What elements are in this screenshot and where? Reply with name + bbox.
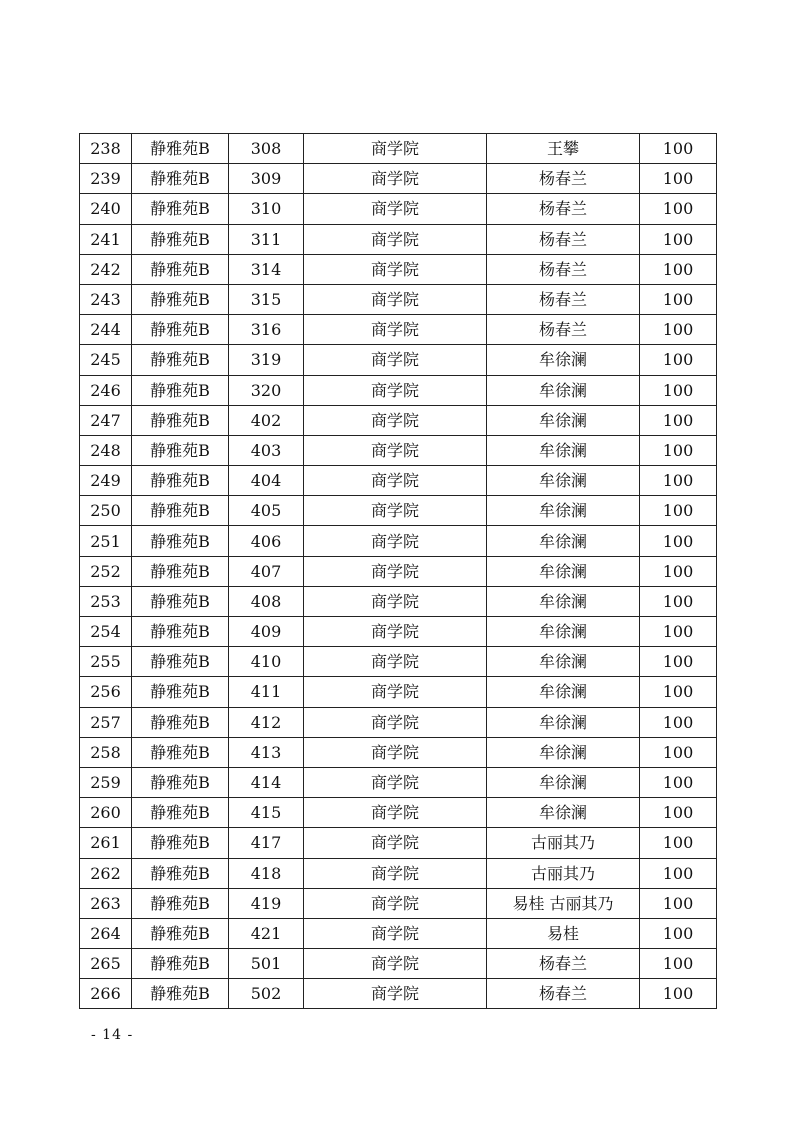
row-index-cell: 252 (80, 556, 132, 586)
table-row (80, 798, 717, 828)
room-number-cell: 413 (229, 737, 304, 767)
score-cell: 100 (640, 315, 717, 345)
score-cell: 100 (640, 224, 717, 254)
score-cell: 100 (640, 707, 717, 737)
building-cell: 静雅苑B (132, 949, 229, 979)
college-cell: 商学院 (304, 798, 487, 828)
building-cell: 静雅苑B (132, 315, 229, 345)
room-number-cell: 316 (229, 315, 304, 345)
room-number-cell: 404 (229, 466, 304, 496)
instructor-cell: 易桂 (487, 918, 640, 948)
score-cell: 100 (640, 888, 717, 918)
building-cell: 静雅苑B (132, 405, 229, 435)
table-row (80, 466, 717, 496)
college-cell: 商学院 (304, 858, 487, 888)
table-row (80, 224, 717, 254)
table-row (80, 647, 717, 677)
college-cell: 商学院 (304, 918, 487, 948)
college-cell: 商学院 (304, 194, 487, 224)
college-cell: 商学院 (304, 284, 487, 314)
table-row (80, 918, 717, 948)
building-cell: 静雅苑B (132, 466, 229, 496)
room-number-cell: 406 (229, 526, 304, 556)
room-number-cell: 411 (229, 677, 304, 707)
score-cell: 100 (640, 767, 717, 797)
college-cell: 商学院 (304, 254, 487, 284)
instructor-cell: 杨春兰 (487, 164, 640, 194)
row-index-cell: 265 (80, 949, 132, 979)
row-index-cell: 251 (80, 526, 132, 556)
instructor-cell: 牟徐澜 (487, 526, 640, 556)
building-cell: 静雅苑B (132, 134, 229, 164)
table-row (80, 164, 717, 194)
table-row (80, 375, 717, 405)
score-cell: 100 (640, 134, 717, 164)
row-index-cell: 248 (80, 435, 132, 465)
table-row (80, 345, 717, 375)
building-cell: 静雅苑B (132, 496, 229, 526)
instructor-cell: 杨春兰 (487, 949, 640, 979)
college-cell: 商学院 (304, 315, 487, 345)
room-number-cell: 414 (229, 767, 304, 797)
row-index-cell: 242 (80, 254, 132, 284)
building-cell: 静雅苑B (132, 224, 229, 254)
room-number-cell: 320 (229, 375, 304, 405)
college-cell: 商学院 (304, 134, 487, 164)
table-row (80, 677, 717, 707)
table-row (80, 888, 717, 918)
instructor-cell: 杨春兰 (487, 254, 640, 284)
table-row (80, 949, 717, 979)
table-row (80, 707, 717, 737)
row-index-cell: 262 (80, 858, 132, 888)
building-cell: 静雅苑B (132, 888, 229, 918)
room-number-cell: 419 (229, 888, 304, 918)
score-cell: 100 (640, 798, 717, 828)
room-number-cell: 405 (229, 496, 304, 526)
dormitory-table (79, 133, 717, 1009)
table-row (80, 194, 717, 224)
score-cell: 100 (640, 496, 717, 526)
building-cell: 静雅苑B (132, 677, 229, 707)
table-row (80, 435, 717, 465)
score-cell: 100 (640, 405, 717, 435)
building-cell: 静雅苑B (132, 979, 229, 1009)
instructor-cell: 牟徐澜 (487, 767, 640, 797)
table-row (80, 496, 717, 526)
score-cell: 100 (640, 164, 717, 194)
row-index-cell: 266 (80, 979, 132, 1009)
building-cell: 静雅苑B (132, 707, 229, 737)
table-body (80, 134, 717, 1009)
instructor-cell: 牟徐澜 (487, 707, 640, 737)
instructor-cell: 牟徐澜 (487, 647, 640, 677)
instructor-cell: 牟徐澜 (487, 496, 640, 526)
instructor-cell: 杨春兰 (487, 224, 640, 254)
college-cell: 商学院 (304, 888, 487, 918)
building-cell: 静雅苑B (132, 798, 229, 828)
row-index-cell: 254 (80, 617, 132, 647)
score-cell: 100 (640, 617, 717, 647)
room-number-cell: 412 (229, 707, 304, 737)
row-index-cell: 249 (80, 466, 132, 496)
instructor-cell: 牟徐澜 (487, 466, 640, 496)
instructor-cell: 易桂 古丽其乃 (487, 888, 640, 918)
row-index-cell: 246 (80, 375, 132, 405)
college-cell: 商学院 (304, 586, 487, 616)
score-cell: 100 (640, 466, 717, 496)
instructor-cell: 牟徐澜 (487, 798, 640, 828)
table-row (80, 526, 717, 556)
building-cell: 静雅苑B (132, 194, 229, 224)
table-row (80, 586, 717, 616)
table-row (80, 767, 717, 797)
instructor-cell: 杨春兰 (487, 284, 640, 314)
building-cell: 静雅苑B (132, 375, 229, 405)
building-cell: 静雅苑B (132, 345, 229, 375)
instructor-cell: 牟徐澜 (487, 737, 640, 767)
college-cell: 商学院 (304, 435, 487, 465)
score-cell: 100 (640, 586, 717, 616)
building-cell: 静雅苑B (132, 918, 229, 948)
table-row (80, 858, 717, 888)
row-index-cell: 261 (80, 828, 132, 858)
row-index-cell: 244 (80, 315, 132, 345)
table-row (80, 617, 717, 647)
table-row (80, 284, 717, 314)
score-cell: 100 (640, 979, 717, 1009)
row-index-cell: 238 (80, 134, 132, 164)
instructor-cell: 杨春兰 (487, 979, 640, 1009)
college-cell: 商学院 (304, 767, 487, 797)
room-number-cell: 421 (229, 918, 304, 948)
room-number-cell: 402 (229, 405, 304, 435)
score-cell: 100 (640, 737, 717, 767)
building-cell: 静雅苑B (132, 254, 229, 284)
instructor-cell: 王攀 (487, 134, 640, 164)
row-index-cell: 247 (80, 405, 132, 435)
score-cell: 100 (640, 677, 717, 707)
score-cell: 100 (640, 526, 717, 556)
college-cell: 商学院 (304, 828, 487, 858)
room-number-cell: 403 (229, 435, 304, 465)
score-cell: 100 (640, 435, 717, 465)
row-index-cell: 257 (80, 707, 132, 737)
table-row (80, 134, 717, 164)
building-cell: 静雅苑B (132, 767, 229, 797)
college-cell: 商学院 (304, 526, 487, 556)
building-cell: 静雅苑B (132, 737, 229, 767)
row-index-cell: 240 (80, 194, 132, 224)
room-number-cell: 417 (229, 828, 304, 858)
row-index-cell: 255 (80, 647, 132, 677)
instructor-cell: 牟徐澜 (487, 586, 640, 616)
table-row (80, 254, 717, 284)
room-number-cell: 501 (229, 949, 304, 979)
room-number-cell: 314 (229, 254, 304, 284)
instructor-cell: 牟徐澜 (487, 556, 640, 586)
college-cell: 商学院 (304, 949, 487, 979)
score-cell: 100 (640, 918, 717, 948)
row-index-cell: 245 (80, 345, 132, 375)
building-cell: 静雅苑B (132, 858, 229, 888)
room-number-cell: 308 (229, 134, 304, 164)
college-cell: 商学院 (304, 164, 487, 194)
college-cell: 商学院 (304, 556, 487, 586)
building-cell: 静雅苑B (132, 556, 229, 586)
table-row (80, 315, 717, 345)
row-index-cell: 260 (80, 798, 132, 828)
college-cell: 商学院 (304, 345, 487, 375)
college-cell: 商学院 (304, 677, 487, 707)
room-number-cell: 410 (229, 647, 304, 677)
row-index-cell: 253 (80, 586, 132, 616)
room-number-cell: 311 (229, 224, 304, 254)
building-cell: 静雅苑B (132, 164, 229, 194)
row-index-cell: 259 (80, 767, 132, 797)
row-index-cell: 258 (80, 737, 132, 767)
college-cell: 商学院 (304, 375, 487, 405)
row-index-cell: 239 (80, 164, 132, 194)
college-cell: 商学院 (304, 466, 487, 496)
college-cell: 商学院 (304, 737, 487, 767)
score-cell: 100 (640, 345, 717, 375)
college-cell: 商学院 (304, 496, 487, 526)
instructor-cell: 杨春兰 (487, 315, 640, 345)
row-index-cell: 250 (80, 496, 132, 526)
building-cell: 静雅苑B (132, 435, 229, 465)
room-number-cell: 315 (229, 284, 304, 314)
college-cell: 商学院 (304, 224, 487, 254)
college-cell: 商学院 (304, 707, 487, 737)
table-row (80, 737, 717, 767)
college-cell: 商学院 (304, 405, 487, 435)
instructor-cell: 牟徐澜 (487, 435, 640, 465)
score-cell: 100 (640, 858, 717, 888)
score-cell: 100 (640, 194, 717, 224)
score-cell: 100 (640, 949, 717, 979)
room-number-cell: 415 (229, 798, 304, 828)
score-cell: 100 (640, 828, 717, 858)
building-cell: 静雅苑B (132, 284, 229, 314)
row-index-cell: 263 (80, 888, 132, 918)
row-index-cell: 264 (80, 918, 132, 948)
instructor-cell: 古丽其乃 (487, 828, 640, 858)
instructor-cell: 牟徐澜 (487, 405, 640, 435)
score-cell: 100 (640, 556, 717, 586)
table-row (80, 405, 717, 435)
table-row (80, 828, 717, 858)
table-row (80, 556, 717, 586)
instructor-cell: 牟徐澜 (487, 677, 640, 707)
score-cell: 100 (640, 375, 717, 405)
room-number-cell: 309 (229, 164, 304, 194)
room-number-cell: 310 (229, 194, 304, 224)
room-number-cell: 418 (229, 858, 304, 888)
instructor-cell: 牟徐澜 (487, 375, 640, 405)
building-cell: 静雅苑B (132, 828, 229, 858)
row-index-cell: 256 (80, 677, 132, 707)
room-number-cell: 407 (229, 556, 304, 586)
room-number-cell: 408 (229, 586, 304, 616)
room-number-cell: 409 (229, 617, 304, 647)
instructor-cell: 古丽其乃 (487, 858, 640, 888)
building-cell: 静雅苑B (132, 526, 229, 556)
college-cell: 商学院 (304, 647, 487, 677)
college-cell: 商学院 (304, 979, 487, 1009)
building-cell: 静雅苑B (132, 617, 229, 647)
row-index-cell: 241 (80, 224, 132, 254)
instructor-cell: 牟徐澜 (487, 345, 640, 375)
page-number: - 14 - (91, 1027, 134, 1043)
instructor-cell: 杨春兰 (487, 194, 640, 224)
table-row (80, 979, 717, 1009)
score-cell: 100 (640, 647, 717, 677)
room-number-cell: 319 (229, 345, 304, 375)
building-cell: 静雅苑B (132, 647, 229, 677)
score-cell: 100 (640, 284, 717, 314)
row-index-cell: 243 (80, 284, 132, 314)
score-cell: 100 (640, 254, 717, 284)
college-cell: 商学院 (304, 617, 487, 647)
room-number-cell: 502 (229, 979, 304, 1009)
instructor-cell: 牟徐澜 (487, 617, 640, 647)
building-cell: 静雅苑B (132, 586, 229, 616)
